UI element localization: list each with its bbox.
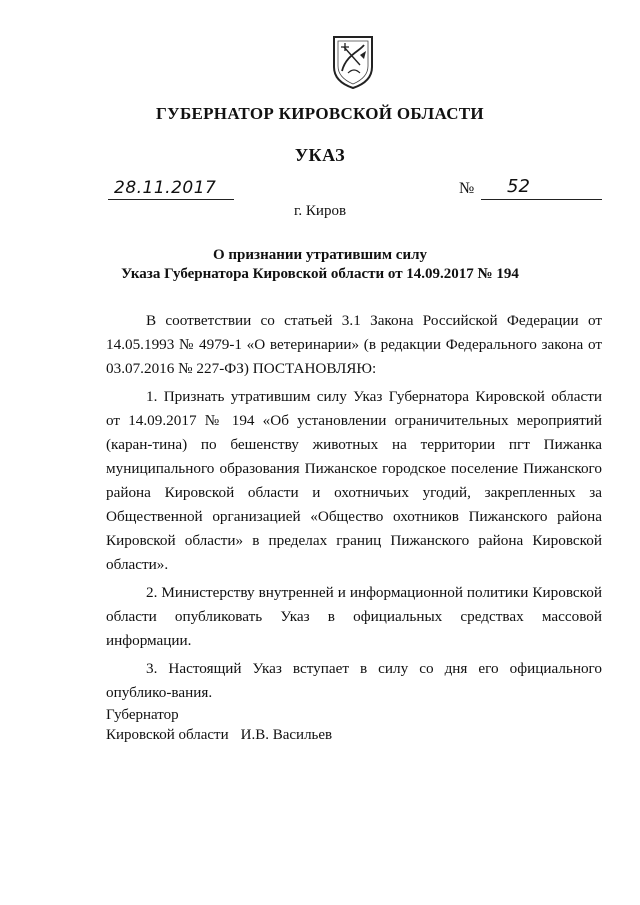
date-underline [108,199,234,200]
signatory-name: И.В. Васильев [240,727,333,743]
subject-line-2: Указа Губернатора Кировской области от 14.09.2017 № 194 [121,266,519,282]
coat-of-arms-icon [330,33,376,89]
item-3-paragraph: 3. Настоящий Указ вступает в силу со дня его официального опублико-вания. [106,660,602,701]
preamble-paragraph: В соответствии со статьей 3.1 Закона Российской Федерации от 14.05.1993 № 4979-1 «О ветеринарии» (в редакции Федерального закона от 03.07.2016 № 227-ФЗ) ПОСТАНОВЛЯЮ: [106,312,602,377]
subject-line-1: О признании утратившим силу [213,247,427,263]
decree-subject [0,246,640,284]
number-label: № [459,180,475,197]
item-2-paragraph: 2. Министерству внутренней и информационной политики Кировской области опубликовать Указ в официальных средствах массовой информации. [106,584,602,649]
signature-block [106,705,332,745]
authority-title: ГУБЕРНАТОР КИРОВСКОЙ ОБЛАСТИ [156,104,484,123]
signatory-position-line-2: Кировской области [106,727,229,743]
signatory-position-line-1: Губернатор [106,707,179,723]
decree-number: 52 [507,176,530,197]
city: г. Киров [293,203,347,219]
decree-body [106,309,602,709]
number-underline [481,199,602,200]
item-1-paragraph: 1. Признать утратившим силу Указ Губернатора Кировской области от 14.09.2017 № 194 «Об установлении ограничительных мероприятий (каран-тина) по бешенству животных на территории пгт Пижанка муниципального образования Пижанское городское поселение Пижанского района Кировской области и охотничьих угодий, закрепленных за Общественной организацией «Общество охотников Пижанского района Кировской области» в пределах границ Пижанского района Кировской области». [106,388,602,573]
document-type: УКАЗ [294,145,346,165]
date-number-row [0,176,640,206]
decree-date: 28.11.2017 [114,178,217,198]
signatory-row [106,725,332,745]
